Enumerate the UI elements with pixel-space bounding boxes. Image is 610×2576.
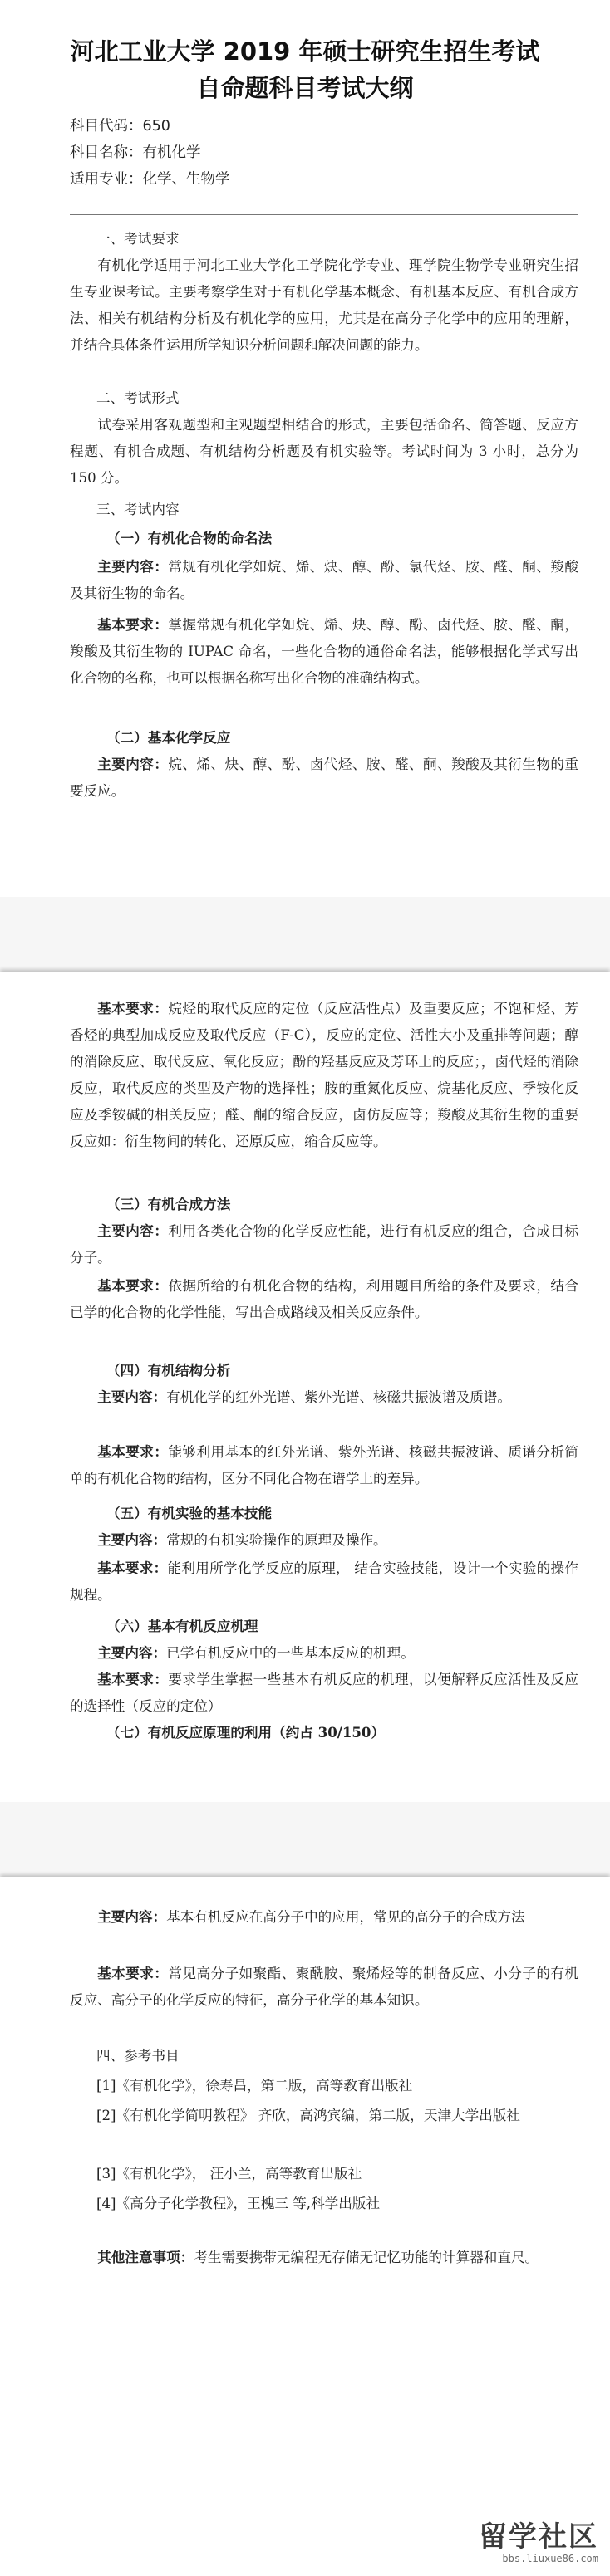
content-text: 有机化学的红外光谱、紫外光谱、核磁共振波谱及质谱。 <box>166 1389 511 1405</box>
part-2-content <box>70 751 578 805</box>
requirement-text: 烷烃的取代反应的定位（反应活性点）及重要反应；不饱和烃、芳香烃的典型加成反应及取代反应（F-C），反应的定位、活性大小及重排等问题；醇的消除反应、取代反应、氧化反应；酚的羟基反应及芳环上的反应；，卤代烃的消除反应，取代反应的类型及产物的选择性；胺的重氮化反应、烷基化反应、季铵化反应及季铵碱的相关反应；醛、酮的缩合反应，卤仿反应等；羧酸及其衍生物的重要反应如：衍生物间的转化、还原反应，缩合反应等。 <box>70 1001 579 1149</box>
document-title <box>0 33 610 106</box>
part-4-title: （四）有机结构分析 <box>106 1362 231 1379</box>
content-label: 主要内容： <box>97 756 169 772</box>
requirement-label: 基本要求： <box>97 1965 169 1981</box>
requirement-text: 常见高分子如聚酯、聚酰胺、聚烯烃等的制备反应、小分子的有机反应、高分子的化学反应的特征，高分子化学的基本知识。 <box>70 1966 579 2008</box>
content-text: 烷、烯、炔、醇、酚、卤代烃、胺、醛、酮、羧酸及其衍生物的重要反应。 <box>70 757 579 799</box>
part-4-content <box>70 1383 578 1411</box>
other-notes-label: 其他注意事项： <box>97 2249 194 2265</box>
watermark-url: bbs.liuxue86.com <box>502 2553 598 2564</box>
section-1-text: 有机化学适用于河北工业大学化工学院化学专业、理学院生物学专业研究生招生专业课考试。主要考察学生对于有机化学基本概念、有机基本反应、有机合成方法、相关有机结构分析及有机化学的应用，尤其是在高分子化学中的应用的理解，并结合具体条件运用所学知识分析问题和解决问题的能力。 <box>70 257 578 353</box>
content-text: 利用各类化合物的化学反应性能，进行有机反应的组合，合成目标分子。 <box>70 1223 579 1266</box>
part-3-content <box>70 1217 578 1271</box>
subject-meta <box>0 113 230 193</box>
page-gap-2 <box>0 1802 610 1877</box>
reference-3: [3]《有机化学》， 汪小兰，高等教育出版社 <box>96 2166 362 2182</box>
part-1-content <box>70 553 578 607</box>
reference-4: [4]《高分子化学教程》，王槐三 等,科学出版社 <box>96 2196 381 2211</box>
content-text: 已学有机反应中的一些基本反应的机理。 <box>166 1645 415 1661</box>
site-watermark <box>479 2521 598 2564</box>
content-text: 常规的有机实验操作的原理及操作。 <box>166 1532 387 1548</box>
part-3-requirement <box>70 1272 578 1326</box>
requirement-text: 掌握常规有机化学如烷、烯、炔、醇、酚、卤代烃、胺、醛、酮，羧酸及其衍生物的 IUPAC 命名，一些化合物的通俗命名法，能够根据化学式写出化合物的名称，也可以根据名称写出化合物的准确结构式。 <box>70 617 579 686</box>
subject-code: 科目代码：650 <box>70 118 170 135</box>
page-1 <box>0 0 610 897</box>
part-5-requirement <box>70 1555 578 1609</box>
section-2-heading: 二、考试形式 <box>96 390 180 406</box>
reference-2: [2]《有机化学简明教程》 齐欣，高鸿宾编，第二版，天津大学出版社 <box>96 2108 520 2123</box>
part-5-title: （五）有机实验的基本技能 <box>106 1505 273 1521</box>
content-label: 主要内容： <box>97 1908 167 1925</box>
requirement-label: 基本要求： <box>97 1671 169 1687</box>
section-2-text: 试卷采用客观题型和主观题型相结合的形式，主要包括命名、简答题、反应方程题、有机合成题、有机结构分析题及有机实验等。考试时间为 3 小时，总分为 150 分。 <box>70 417 578 486</box>
requirement-label: 基本要求： <box>97 1277 169 1294</box>
other-notes-text: 考生需要携带无编程无存储无记忆功能的计算器和直尺。 <box>194 2250 539 2265</box>
section-1-heading: 一、考试要求 <box>96 231 180 247</box>
content-text: 常规有机化学如烷、烯、炔、醇、酚、氯代烃、胺、醛、酮、羧酸及其衍生物的命名。 <box>70 559 579 601</box>
part-7-requirement <box>70 1960 578 2014</box>
requirement-label: 基本要求： <box>97 1000 169 1016</box>
part-3-title: （三）有机合成方法 <box>106 1196 231 1212</box>
part-2-requirement <box>70 995 578 1155</box>
content-label: 主要内容： <box>97 1388 167 1405</box>
requirement-text: 依据所给的有机化合物的结构，利用题目所给的条件及要求，结合已学的化合物的化学性能，写出合成路线及相关反应条件。 <box>70 1278 579 1320</box>
page-3 <box>0 1877 610 2576</box>
page-2 <box>0 972 610 1802</box>
part-6-requirement <box>70 1666 578 1720</box>
subject-name: 科目名称：有机化学 <box>70 144 201 161</box>
part-7-content <box>70 1903 578 1931</box>
content-label: 主要内容： <box>97 1531 167 1548</box>
requirement-text: 能够利用基本的红外光谱、紫外光谱、核磁共振波谱、质谱分析简单的有机化合物的结构，区分不同化合物在谱学上的差异。 <box>70 1444 579 1486</box>
part-4-requirement <box>70 1438 578 1492</box>
watermark-logo: 留学社区 <box>479 2520 598 2554</box>
content-text: 基本有机反应在高分子中的应用，常见的高分子的合成方法 <box>166 1909 525 1925</box>
content-label: 主要内容： <box>97 1222 169 1239</box>
part-7-title: （七）有机反应原理的利用（约占 30/150） <box>106 1724 386 1741</box>
title-line-1: 河北工业大学 2019 年硕士研究生招生考试 <box>70 37 540 66</box>
part-1-title: （一）有机化合物的命名法 <box>106 530 273 546</box>
page-gap-1 <box>0 897 610 972</box>
reference-1: [1]《有机化学》，徐寿昌，第二版，高等教育出版社 <box>96 2078 413 2094</box>
requirement-label: 基本要求： <box>97 616 169 633</box>
content-label: 主要内容： <box>97 1644 167 1661</box>
requirement-label: 基本要求： <box>97 1560 168 1576</box>
applicable-major: 适用专业：化学、生物学 <box>70 171 230 188</box>
part-1-requirement <box>70 611 578 692</box>
requirement-label: 基本要求： <box>97 1443 169 1460</box>
section-3-heading: 三、考试内容 <box>96 502 180 517</box>
part-5-content <box>70 1526 578 1554</box>
content-label: 主要内容： <box>97 558 169 575</box>
title-line-2: 自命题科目考试大纲 <box>196 74 414 102</box>
requirement-text: 要求学生掌握一些基本有机反应的机理，以便解释反应活性及反应的选择性（反应的定位） <box>70 1672 579 1714</box>
section-4-heading: 四、参考书目 <box>96 2048 180 2064</box>
part-6-title: （六）基本有机反应机理 <box>106 1618 258 1634</box>
other-notes <box>70 2244 578 2271</box>
header-divider <box>70 214 578 215</box>
requirement-text: 能利用所学化学反应的原理， 结合实验技能，设计一个实验的操作规程。 <box>70 1560 578 1603</box>
part-2-title: （二）基本化学反应 <box>106 729 231 746</box>
part-6-content <box>70 1639 578 1667</box>
